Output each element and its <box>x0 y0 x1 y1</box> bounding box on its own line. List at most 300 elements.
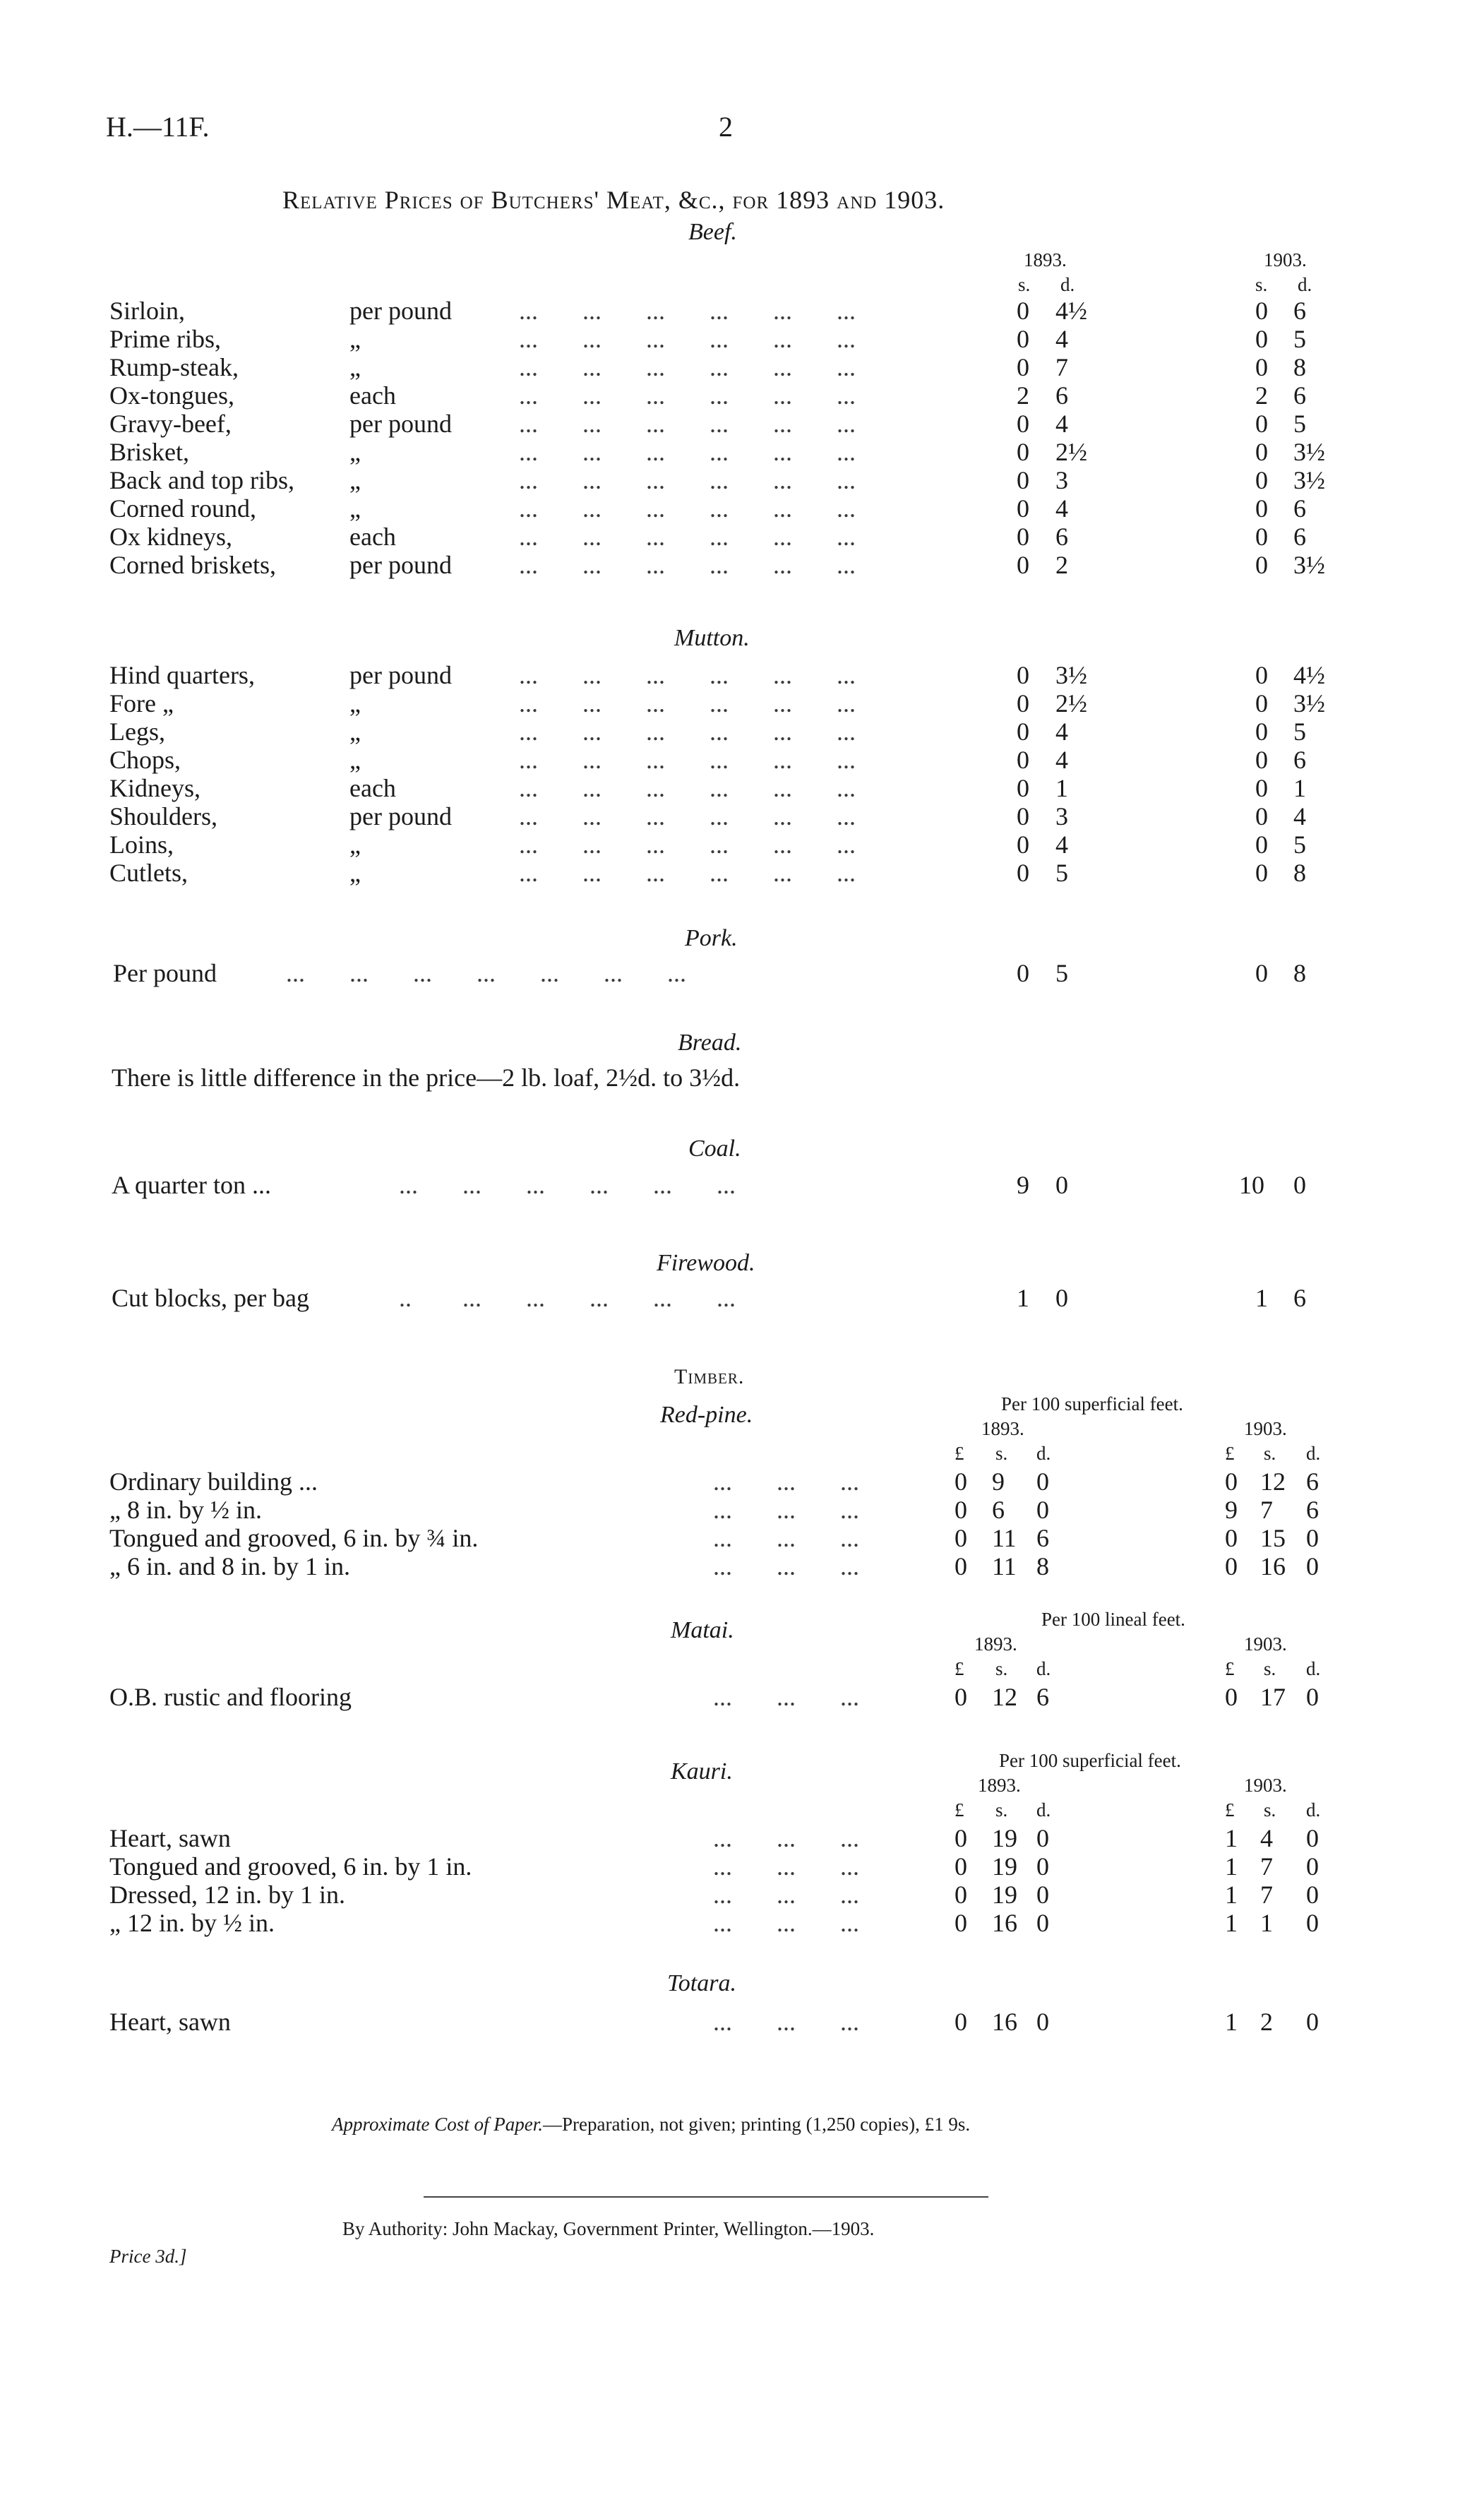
value-1893-s: 9 <box>992 1467 1005 1496</box>
leader-dots: ... ... ... <box>713 1909 859 1937</box>
value-1903-s: 0 <box>1255 661 1268 689</box>
value-1903-s: 0 <box>1255 802 1268 830</box>
value-1893-d: 0 <box>1036 1496 1049 1524</box>
section-title-timber: Timber. <box>674 1365 745 1388</box>
value-1903-s: 2 <box>1255 381 1268 410</box>
value-1903-s: 0 <box>1255 353 1268 381</box>
value-1893-d: 0 <box>1036 1881 1049 1909</box>
row-item: Fore „ <box>109 689 174 717</box>
value-1893-d: 2½ <box>1055 689 1087 717</box>
beef-year-1893: 1893. <box>1024 249 1067 270</box>
value-1903-s: 0 <box>1255 551 1268 579</box>
value-1893-s: 16 <box>992 2008 1017 2036</box>
kauri-caption: Per 100 superficial feet. <box>999 1750 1181 1771</box>
value-1893-d: 0 <box>1036 1824 1049 1852</box>
value-1903-d: 3½ <box>1293 466 1325 494</box>
value-1893-s: 0 <box>1017 661 1029 689</box>
leader-dots: ... ... ... ... ... ... <box>519 661 856 689</box>
matai-year-1893: 1893. <box>974 1633 1017 1655</box>
row-unit: per pound <box>349 410 452 438</box>
kauri-unit-pound-1893: £ <box>955 1799 964 1821</box>
table-row <box>0 804 1484 832</box>
table-row <box>0 439 1484 467</box>
value-1893-d: 4 <box>1055 746 1068 774</box>
value-1903-s: 0 <box>1255 689 1268 717</box>
value-1903-d: 0 <box>1306 1909 1319 1937</box>
table-row <box>0 467 1484 496</box>
value-1893-s: 19 <box>992 1852 1017 1881</box>
leader-dots: ... ... ... <box>713 1467 859 1496</box>
redpine-caption: Per 100 superficial feet. <box>1001 1393 1183 1414</box>
value-1893-s: 0 <box>1017 830 1029 859</box>
row-unit: each <box>349 381 396 410</box>
row-item: Legs, <box>109 717 165 746</box>
value-1903-d: 8 <box>1293 353 1306 381</box>
redpine-unit-s-1903: s. <box>1264 1443 1276 1464</box>
row-unit: per pound <box>349 661 452 689</box>
value-1903-s: 7 <box>1260 1881 1273 1909</box>
row-item: Hind quarters, <box>109 661 255 689</box>
value-1903-s: 7 <box>1260 1852 1273 1881</box>
row-unit: each <box>349 523 396 551</box>
value-1903-d: 0 <box>1306 1552 1319 1580</box>
leader-dots: ... ... ... ... ... ... <box>519 717 856 746</box>
matai-unit-pound-1893: £ <box>955 1658 964 1679</box>
table-row <box>0 1825 1484 1854</box>
value-1893-d: 4 <box>1055 410 1068 438</box>
value-1893-s: 0 <box>1017 297 1029 325</box>
value-1893-pound: 0 <box>955 1683 967 1711</box>
pork-row: Per pound ... ... ... ... ... ... ... 0 5 0 8 <box>113 959 1306 987</box>
value-1903-s: 0 <box>1255 297 1268 325</box>
value-1893-d: 5 <box>1055 859 1068 887</box>
table-row <box>0 298 1484 326</box>
value-1893-s: 11 <box>992 1524 1017 1552</box>
value-1893-s: 0 <box>1017 774 1029 802</box>
kauri-unit-d-1893: d. <box>1036 1799 1051 1821</box>
beef-unit-s-1893: s. <box>1018 274 1031 295</box>
beef-unit-d-1903: d. <box>1298 274 1312 295</box>
value-1893-s: 0 <box>1017 551 1029 579</box>
value-1903-d: 6 <box>1293 494 1306 523</box>
value-1903-s: 0 <box>1255 746 1268 774</box>
row-unit: per pound <box>349 297 452 325</box>
row-item: Chops, <box>109 746 181 774</box>
row-item: Cut blocks, per bag <box>112 1284 309 1312</box>
row-item: Tongued and grooved, 6 in. by 1 in. <box>109 1852 472 1881</box>
row-item: Kidneys, <box>109 774 201 802</box>
row-item: Heart, sawn <box>109 2008 231 2036</box>
row-item: Rump-steak, <box>109 353 239 381</box>
leader-dots: ... ... ... ... ... ... <box>519 802 856 830</box>
value-1893-d: 6 <box>1036 1683 1049 1711</box>
value-1903-d: 0 <box>1306 1852 1319 1881</box>
leader-dots: ... ... ... ... ... ... <box>519 410 856 438</box>
leader-dots: ... ... ... <box>713 1552 859 1580</box>
leader-dots: ... ... ... ... ... ... <box>519 466 856 494</box>
value-1903-d: 6 <box>1293 1284 1306 1312</box>
section-title-kauri: Kauri. <box>671 1758 733 1785</box>
value-1893-s: 0 <box>1017 959 1029 987</box>
value-1893-pound: 0 <box>955 1824 967 1852</box>
value-1903-d: 0 <box>1306 1824 1319 1852</box>
row-item: Ordinary building ... <box>109 1467 318 1496</box>
value-1903-d: 0 <box>1306 1683 1319 1711</box>
page-number: 2 <box>719 111 733 143</box>
section-title-redpine: Red-pine. <box>660 1402 753 1428</box>
row-unit: per pound <box>349 802 452 830</box>
table-row <box>0 355 1484 383</box>
value-1903-pound: 1 <box>1225 1852 1238 1881</box>
table-row <box>0 326 1484 355</box>
matai-caption: Per 100 lineal feet. <box>1041 1609 1185 1630</box>
value-1903-s: 17 <box>1260 1683 1286 1711</box>
row-item: „ 12 in. by ½ in. <box>109 1909 275 1937</box>
matai-unit-s-1893: s. <box>995 1658 1008 1679</box>
row-item: „ 8 in. by ½ in. <box>109 1496 262 1524</box>
section-title-mutton: Mutton. <box>674 625 750 651</box>
value-1903-d: 3½ <box>1293 689 1325 717</box>
value-1893-d: 5 <box>1055 959 1068 987</box>
value-1893-d: 1 <box>1055 774 1068 802</box>
page-title: Relative Prices of Butchers' Meat, &c., for 1893 and 1903. <box>282 186 945 214</box>
value-1903-d: 1 <box>1293 774 1306 802</box>
value-1903-s: 2 <box>1260 2008 1273 2036</box>
table-row <box>0 2009 1484 2037</box>
value-1903-d: 6 <box>1306 1467 1319 1496</box>
leader-dots: ... ... ... <box>713 1683 859 1711</box>
table-row <box>0 383 1484 411</box>
leader-dots: ... ... ... <box>713 1881 859 1909</box>
table-row <box>0 860 1484 888</box>
value-1893-pound: 0 <box>955 1496 967 1524</box>
value-1903-pound: 0 <box>1225 1683 1238 1711</box>
value-1893-pound: 0 <box>955 1909 967 1937</box>
row-item: Heart, sawn <box>109 1824 231 1852</box>
leader-dots: ... ... ... ... ... ... <box>519 830 856 859</box>
value-1893-s: 0 <box>1017 410 1029 438</box>
row-item: Corned round, <box>109 494 256 523</box>
value-1893-d: 7 <box>1055 353 1068 381</box>
value-1903-pound: 9 <box>1225 1496 1238 1524</box>
value-1903-s: 7 <box>1260 1496 1273 1524</box>
value-1903-d: 5 <box>1293 830 1306 859</box>
value-1903-s: 0 <box>1255 959 1268 987</box>
matai-unit-pound-1903: £ <box>1225 1658 1235 1679</box>
section-title-bread: Bread. <box>678 1030 742 1056</box>
value-1893-d: 4 <box>1055 717 1068 746</box>
beef-unit-d-1893: d. <box>1060 274 1075 295</box>
value-1893-pound: 0 <box>955 2008 967 2036</box>
value-1903-s: 0 <box>1255 410 1268 438</box>
matai-unit-s-1903: s. <box>1264 1658 1276 1679</box>
value-1893-s: 0 <box>1017 438 1029 466</box>
leader-dots: ... ... ... ... ... ... <box>519 746 856 774</box>
value-1903-s: 0 <box>1255 859 1268 887</box>
redpine-year-1903: 1903. <box>1244 1418 1287 1439</box>
row-unit: „ <box>349 859 361 887</box>
paper-cost-text: —Preparation, not given; printing (1,250 copies), £1 9s. <box>542 2114 971 2135</box>
value-1893-s: 2 <box>1017 381 1029 410</box>
leader-dots: ... ... ... ... ... ... <box>519 381 856 410</box>
value-1903-s: 4 <box>1260 1824 1273 1852</box>
leader-dots: ... ... ... <box>713 1496 859 1524</box>
row-item: Prime ribs, <box>109 325 221 353</box>
value-1893-d: 2½ <box>1055 438 1087 466</box>
value-1903-d: 6 <box>1293 523 1306 551</box>
value-1893-s: 0 <box>1017 802 1029 830</box>
table-row <box>0 552 1484 580</box>
row-item: Per pound <box>113 959 217 987</box>
row-item: A quarter ton ... <box>112 1171 271 1199</box>
kauri-unit-d-1903: d. <box>1306 1799 1321 1821</box>
table-row <box>0 1554 1484 1582</box>
table-row <box>0 747 1484 775</box>
row-unit: „ <box>349 466 361 494</box>
value-1893-d: 3½ <box>1055 661 1087 689</box>
kauri-year-1893: 1893. <box>978 1775 1021 1796</box>
printer-authority: By Authority: John Mackay, Government Printer, Wellington.—1903. <box>342 2218 875 2239</box>
table-row <box>0 832 1484 860</box>
section-title-firewood: Firewood. <box>657 1250 755 1276</box>
value-1893-d: 3 <box>1055 802 1068 830</box>
value-1893-d: 0 <box>1036 1852 1049 1881</box>
kauri-unit-s-1903: s. <box>1264 1799 1276 1821</box>
leader-dots: ... ... ... ... ... ... <box>519 438 856 466</box>
leader-dots: ... ... ... ... ... ... <box>519 297 856 325</box>
row-item: Gravy-beef, <box>109 410 232 438</box>
matai-unit-d-1903: d. <box>1306 1658 1321 1679</box>
value-1903-s: 15 <box>1260 1524 1286 1552</box>
value-1903-d: 0 <box>1306 1524 1319 1552</box>
value-1903-pound: 0 <box>1225 1524 1238 1552</box>
row-unit: each <box>349 774 396 802</box>
row-item: Tongued and grooved, 6 in. by ¾ in. <box>109 1524 479 1552</box>
table-row <box>0 775 1484 804</box>
value-1893-d: 0 <box>1055 1284 1068 1312</box>
value-1893-d: 6 <box>1055 381 1068 410</box>
value-1903-d: 6 <box>1293 381 1306 410</box>
kauri-unit-s-1893: s. <box>995 1799 1008 1821</box>
section-title-pork: Pork. <box>685 925 738 951</box>
value-1893-d: 4½ <box>1055 297 1087 325</box>
value-1893-s: 0 <box>1017 494 1029 523</box>
row-unit: „ <box>349 746 361 774</box>
value-1903-s: 0 <box>1255 523 1268 551</box>
table-row <box>0 1525 1484 1554</box>
leader-dots: ... ... ... ... ... ... <box>519 689 856 717</box>
table-row <box>0 524 1484 552</box>
value-1903-d: 5 <box>1293 410 1306 438</box>
table-row <box>0 411 1484 439</box>
value-1903-d: 5 <box>1293 325 1306 353</box>
row-unit: „ <box>349 494 361 523</box>
row-item: Loins, <box>109 830 174 859</box>
value-1903-d: 8 <box>1293 859 1306 887</box>
value-1903-s: 0 <box>1255 774 1268 802</box>
bread-text: There is little difference in the price—2 lb. loaf, 2½d. to 3½d. <box>112 1064 741 1092</box>
table-row <box>0 1854 1484 1882</box>
value-1893-d: 0 <box>1055 1171 1068 1199</box>
section-title-matai: Matai. <box>671 1617 734 1643</box>
value-1893-pound: 0 <box>955 1524 967 1552</box>
redpine-unit-pound-1903: £ <box>1225 1443 1235 1464</box>
value-1903-s: 1 <box>1260 1909 1273 1937</box>
value-1893-s: 19 <box>992 1881 1017 1909</box>
value-1893-s: 11 <box>992 1552 1017 1580</box>
table-row <box>0 691 1484 719</box>
leader-dots: ... ... ... ... ... ... <box>519 551 856 579</box>
row-item: Corned briskets, <box>109 551 276 579</box>
value-1893-d: 0 <box>1036 1909 1049 1937</box>
firewood-row: Cut blocks, per bag .. ... ... ... ... ... 1 0 1 6 <box>112 1284 1306 1312</box>
value-1893-d: 2 <box>1055 551 1068 579</box>
row-unit: „ <box>349 438 361 466</box>
kauri-year-1903: 1903. <box>1244 1775 1287 1796</box>
table-row <box>0 1469 1484 1497</box>
value-1893-d: 6 <box>1036 1524 1049 1552</box>
value-1903-d: 3½ <box>1293 551 1325 579</box>
value-1903-d: 4½ <box>1293 661 1325 689</box>
value-1903-s: 0 <box>1255 325 1268 353</box>
value-1893-pound: 0 <box>955 1852 967 1881</box>
row-item: Ox kidneys, <box>109 523 232 551</box>
redpine-unit-pound-1893: £ <box>955 1443 964 1464</box>
matai-year-1903: 1903. <box>1244 1633 1287 1655</box>
value-1903-pound: 0 <box>1225 1467 1238 1496</box>
redpine-unit-d-1903: d. <box>1306 1443 1321 1464</box>
row-item: „ 6 in. and 8 in. by 1 in. <box>109 1552 350 1580</box>
row-item: Cutlets, <box>109 859 189 887</box>
value-1893-s: 0 <box>1017 717 1029 746</box>
value-1903-d: 6 <box>1306 1496 1319 1524</box>
leader-dots: ... ... ... <box>713 1852 859 1881</box>
value-1893-s: 0 <box>1017 859 1029 887</box>
value-1903-pound: 1 <box>1225 1909 1238 1937</box>
table-row <box>0 719 1484 747</box>
table-row <box>0 1497 1484 1525</box>
value-1903-pound: 1 <box>1225 2008 1238 2036</box>
coal-row: A quarter ton ... ... ... ... ... ... ... 9 0 10 0 <box>112 1171 1306 1199</box>
value-1903-s: 0 <box>1255 466 1268 494</box>
value-1893-s: 12 <box>992 1683 1017 1711</box>
value-1893-s: 16 <box>992 1909 1017 1937</box>
value-1903-s: 12 <box>1260 1467 1286 1496</box>
row-unit: „ <box>349 353 361 381</box>
value-1903-pound: 0 <box>1225 1552 1238 1580</box>
value-1893-s: 0 <box>1017 325 1029 353</box>
redpine-unit-s-1893: s. <box>995 1443 1008 1464</box>
value-1893-s: 0 <box>1017 689 1029 717</box>
row-item: Brisket, <box>109 438 189 466</box>
table-row <box>0 1882 1484 1910</box>
value-1903-s: 0 <box>1255 830 1268 859</box>
leader-dots: ... ... ... ... ... ... <box>519 494 856 523</box>
value-1893-pound: 0 <box>955 1881 967 1909</box>
row-item: Shoulders, <box>109 802 217 830</box>
value-1893-d: 0 <box>1036 1467 1049 1496</box>
value-1903-s: 1 <box>1255 1284 1268 1312</box>
value-1903-d: 4 <box>1293 802 1306 830</box>
kauri-unit-pound-1903: £ <box>1225 1799 1235 1821</box>
value-1893-pound: 0 <box>955 1467 967 1496</box>
row-item: Ox-tongues, <box>109 381 234 410</box>
value-1893-s: 19 <box>992 1824 1017 1852</box>
value-1893-d: 4 <box>1055 830 1068 859</box>
value-1893-d: 4 <box>1055 494 1068 523</box>
price-note: Price 3d.] <box>109 2246 187 2267</box>
value-1903-d: 0 <box>1306 1881 1319 1909</box>
value-1903-s: 0 <box>1255 717 1268 746</box>
value-1903-d: 6 <box>1293 746 1306 774</box>
value-1903-pound: 1 <box>1225 1881 1238 1909</box>
row-item: Dressed, 12 in. by 1 in. <box>109 1881 345 1909</box>
beef-year-1903: 1903. <box>1264 249 1307 270</box>
table-row <box>0 1684 1484 1712</box>
value-1903-pound: 1 <box>1225 1824 1238 1852</box>
value-1893-d: 8 <box>1036 1552 1049 1580</box>
value-1893-s: 0 <box>1017 746 1029 774</box>
beef-unit-s-1903: s. <box>1255 274 1268 295</box>
leader-dots: ... ... ... ... ... ... <box>519 353 856 381</box>
redpine-unit-d-1893: d. <box>1036 1443 1051 1464</box>
section-title-totara: Totara. <box>667 1970 736 1996</box>
row-unit: „ <box>349 830 361 859</box>
row-item: Sirloin, <box>109 297 186 325</box>
footer-divider <box>424 2196 988 2198</box>
value-1903-d: 0 <box>1306 2008 1319 2036</box>
paper-cost-label: Approximate Cost of Paper. <box>332 2114 543 2135</box>
value-1893-pound: 0 <box>955 1552 967 1580</box>
row-unit: „ <box>349 325 361 353</box>
value-1893-s: 9 <box>1017 1171 1029 1199</box>
matai-unit-d-1893: d. <box>1036 1658 1051 1679</box>
value-1893-s: 0 <box>1017 466 1029 494</box>
table-row <box>0 1910 1484 1938</box>
row-item: O.B. rustic and flooring <box>109 1683 352 1711</box>
leader-dots: ... ... ... ... ... ... <box>519 859 856 887</box>
value-1893-d: 3 <box>1055 466 1068 494</box>
table-row <box>0 662 1484 691</box>
value-1903-s: 10 <box>1239 1171 1264 1199</box>
value-1893-s: 6 <box>992 1496 1005 1524</box>
value-1893-d: 4 <box>1055 325 1068 353</box>
value-1903-d: 3½ <box>1293 438 1325 466</box>
value-1903-s: 0 <box>1255 438 1268 466</box>
row-item: Back and top ribs, <box>109 466 294 494</box>
document-reference: H.—11F. <box>106 111 210 143</box>
value-1893-s: 0 <box>1017 353 1029 381</box>
leader-dots: ... ... ... <box>713 1524 859 1552</box>
leader-dots: ... ... ... ... ... ... <box>519 523 856 551</box>
table-row <box>0 496 1484 524</box>
value-1903-d: 5 <box>1293 717 1306 746</box>
value-1893-d: 0 <box>1036 2008 1049 2036</box>
row-unit: per pound <box>349 551 452 579</box>
leader-dots: ... ... ... ... ... ... <box>519 325 856 353</box>
leader-dots: ... ... ... <box>713 2008 859 2036</box>
leader-dots: ... ... ... <box>713 1824 859 1852</box>
value-1893-s: 1 <box>1017 1284 1029 1312</box>
section-title-beef: Beef. <box>688 219 737 245</box>
row-unit: „ <box>349 689 361 717</box>
redpine-year-1893: 1893. <box>981 1418 1024 1439</box>
value-1903-d: 0 <box>1293 1171 1306 1199</box>
value-1903-s: 0 <box>1255 494 1268 523</box>
value-1893-d: 6 <box>1055 523 1068 551</box>
value-1903-s: 16 <box>1260 1552 1286 1580</box>
section-title-coal: Coal. <box>688 1136 741 1162</box>
